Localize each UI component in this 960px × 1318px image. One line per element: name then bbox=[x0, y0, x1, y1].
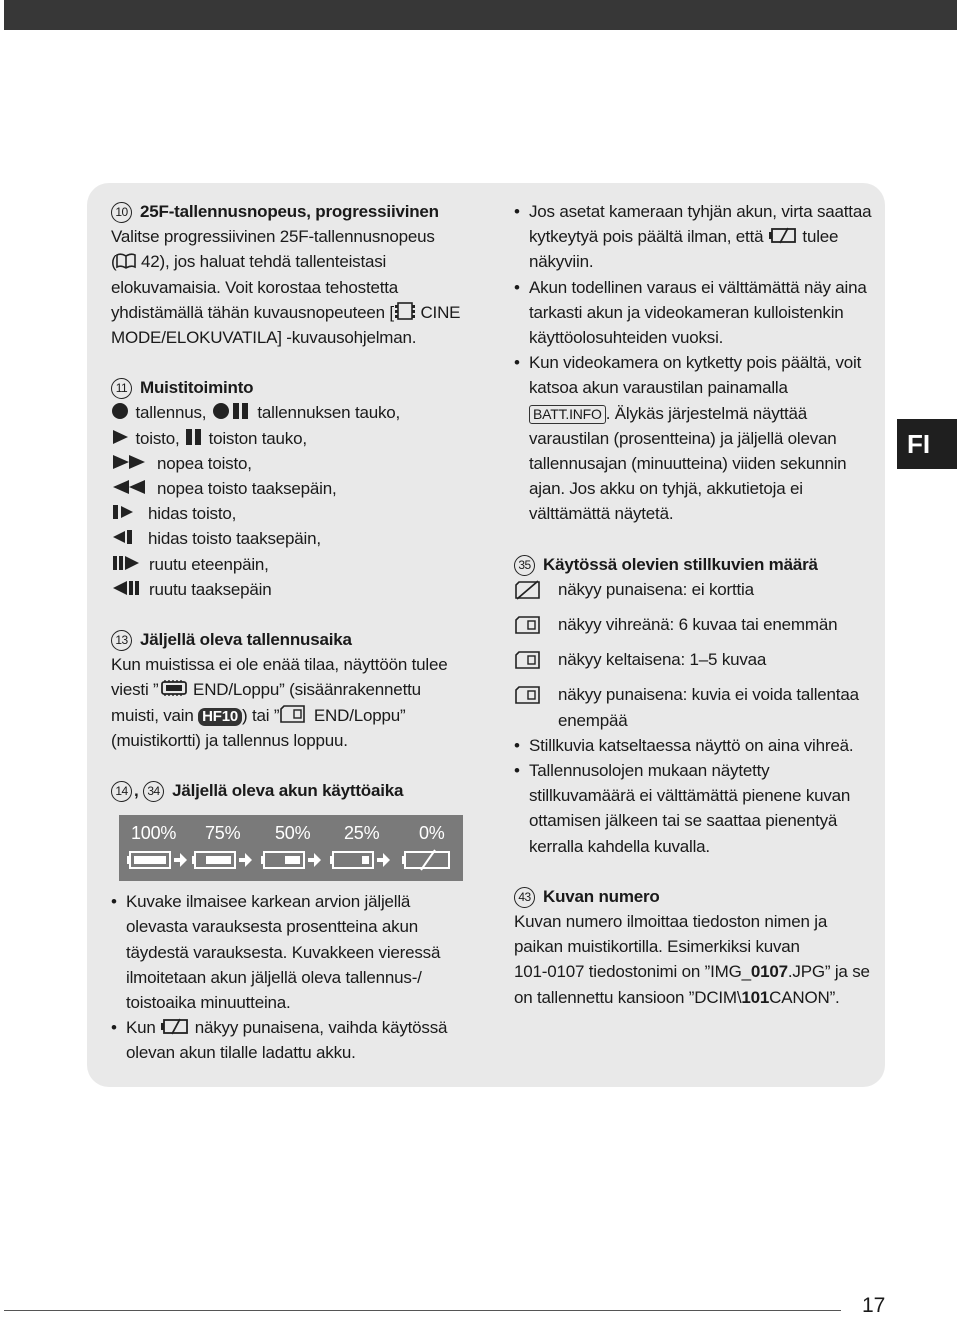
bullet-item: • Stillkuvia katseltaessa näyttö on aina vihreä. bbox=[514, 733, 876, 758]
battery-level-label: 25% bbox=[344, 823, 380, 844]
section-43-title: Kuvan numero bbox=[543, 886, 660, 906]
section-11-title: Muistitoiminto bbox=[140, 378, 254, 398]
battery-level-label: 100% bbox=[131, 823, 177, 844]
bullet-text: täydestä varauksesta. Kuvakkeen vieressä bbox=[126, 942, 441, 962]
section-13-line: Kun muistissa ei ole enää tilaa, näyttöön tulee bbox=[111, 655, 448, 675]
battery-25-icon bbox=[330, 852, 373, 868]
section-43-line bbox=[514, 985, 876, 1010]
batt-info-button-label: BATT.INFO bbox=[529, 405, 606, 424]
bullet-item bbox=[514, 758, 876, 859]
battery-level-label: 75% bbox=[205, 823, 241, 844]
frame-reverse-icon bbox=[111, 579, 149, 597]
memory-label: ruutu taaksepäin bbox=[149, 579, 272, 599]
arrow-right-icon bbox=[308, 853, 321, 867]
frame-forward-icon bbox=[111, 554, 149, 572]
section-43-line: paikan muistikortilla. Esimerkiksi kuvan bbox=[514, 937, 800, 957]
bullet-text: tarkasti akun ja videokameran kulloistenkin bbox=[529, 302, 844, 322]
bullet-text: näkyviin. bbox=[529, 252, 594, 272]
bullet-text: toistoaika minuutteina. bbox=[126, 993, 291, 1013]
bullet-text: stillkuvamäärä ei välttämättä pienene kuvan bbox=[529, 786, 851, 806]
section-10-line: Valitse progressiivinen 25F-tallennusnopeus bbox=[111, 227, 435, 247]
memory-label: hidas toisto taaksepäin, bbox=[148, 529, 321, 549]
memory-row bbox=[111, 552, 481, 577]
section-13-line bbox=[111, 703, 481, 728]
language-tab: FI bbox=[897, 419, 957, 469]
bullet-text: Kuvake ilmaisee karkean arvion jäljellä bbox=[126, 892, 411, 912]
bullet-text: tallennusajan (minuutteina) viiden sekunnin bbox=[529, 454, 847, 474]
bullet-item bbox=[514, 275, 876, 351]
circled-number: 11 bbox=[111, 378, 132, 399]
section-43-line bbox=[514, 959, 876, 984]
bullet-text: käyttöolosuhteiden vuoksi. bbox=[529, 328, 724, 348]
bullet-text: tulee bbox=[802, 227, 839, 247]
still-count-row bbox=[514, 612, 876, 642]
section-43-text: on tallennettu kansioon ”DCIM\ bbox=[514, 987, 742, 1007]
section-13-text: END/Loppu” (sisäänrakennettu bbox=[188, 680, 421, 700]
memory-label: toisto, bbox=[135, 428, 180, 448]
still-count-row bbox=[514, 682, 876, 732]
section-43-line: Kuvan numero ilmoittaa tiedoston nimen ja bbox=[514, 912, 828, 932]
circled-number: 34 bbox=[143, 781, 164, 802]
memory-row bbox=[111, 451, 481, 476]
memory-card-icon bbox=[514, 650, 542, 670]
memory-label: tallennus, bbox=[135, 403, 207, 423]
record-pause-icon bbox=[211, 402, 253, 420]
section-10-text: yhdistämällä tähän kuvausnopeuteen [ bbox=[111, 302, 394, 322]
bullet-text: Tallennusolojen mukaan näytetty bbox=[529, 761, 770, 781]
bullet-text: ilmoitetaan akun jäljellä oleva tallennus-/ bbox=[126, 967, 422, 987]
bullet-text: ajan. Jos akku on tyhjä, akkutietoja ei bbox=[529, 479, 803, 499]
section-43-text: 101-0107 tiedostonimi on ”IMG_ bbox=[514, 962, 751, 982]
still-count-label bbox=[558, 682, 859, 732]
circled-number: 13 bbox=[111, 630, 132, 651]
bullet-item bbox=[111, 889, 481, 1015]
bullet-text: Kun bbox=[126, 1018, 156, 1038]
bullet-text: näkyy punaisena, vaihda käytössä bbox=[194, 1018, 448, 1038]
still-count-text: enempää bbox=[558, 710, 628, 730]
memory-row bbox=[111, 476, 481, 501]
bullet-item bbox=[514, 199, 876, 275]
section-43-heading bbox=[514, 884, 876, 909]
section-10-heading bbox=[111, 199, 481, 224]
arrow-right-icon bbox=[239, 853, 252, 867]
battery-0-icon bbox=[402, 850, 449, 870]
section-35-heading bbox=[514, 552, 876, 577]
bullet-text: varaustilan (prosentteina) ja jäljellä olevan bbox=[529, 428, 837, 448]
hf10-badge: HF10 bbox=[198, 708, 242, 726]
paren: ( bbox=[111, 252, 117, 272]
section-13-heading bbox=[111, 627, 481, 652]
section-14-heading bbox=[111, 778, 481, 803]
right-column bbox=[514, 199, 876, 1010]
section-11-heading bbox=[111, 375, 481, 400]
bullet-text: olevan akun tilalle ladattu akku. bbox=[126, 1043, 356, 1063]
memory-row bbox=[111, 426, 481, 451]
circled-number: 35 bbox=[514, 555, 535, 576]
section-10-text: 42), jos haluat tehdä tallenteistasi bbox=[136, 252, 387, 272]
bullet-text: ottamisen jälkeen tai se saattaa pienentyä bbox=[529, 811, 838, 831]
fast-reverse-icon bbox=[111, 478, 157, 496]
memory-row bbox=[111, 501, 481, 526]
battery-sequence-graphic bbox=[125, 849, 459, 871]
memory-label: nopea toisto taaksepäin, bbox=[157, 479, 337, 499]
section-10-line: MODE/ELOKUVATILA] -kuvausohjelman. bbox=[111, 328, 417, 348]
book-icon bbox=[116, 253, 136, 269]
section-10-line bbox=[111, 249, 481, 274]
memory-label: nopea toisto, bbox=[157, 453, 252, 473]
bullet-item bbox=[514, 350, 876, 526]
section-13-text: ) tai ” bbox=[242, 705, 280, 725]
memory-card-icon bbox=[514, 615, 542, 635]
section-13-text: viesti ” bbox=[111, 680, 159, 700]
bullet-text: Akun todellinen varaus ei välttämättä näy aina bbox=[529, 277, 867, 297]
separator: , bbox=[134, 781, 139, 801]
bullet-text: katsoa akun varaustilan painamalla bbox=[529, 378, 788, 398]
battery-level-label: 0% bbox=[419, 823, 445, 844]
section-10-text: CINE bbox=[415, 302, 461, 322]
memory-row bbox=[111, 526, 481, 551]
circled-number: 14 bbox=[111, 781, 132, 802]
bullet-item bbox=[111, 1015, 481, 1065]
memory-row bbox=[111, 400, 481, 425]
memory-row bbox=[111, 577, 481, 602]
still-count-text: näkyy punaisena: kuvia ei voida tallentaa bbox=[558, 685, 859, 705]
slow-forward-icon bbox=[111, 503, 148, 521]
bullet-text: . Älykäs järjestelmä näyttää bbox=[605, 403, 808, 423]
memory-label: tallennuksen tauko, bbox=[257, 403, 401, 423]
battery-level-panel bbox=[119, 815, 463, 881]
bullet-text: välttämättä näytetä. bbox=[529, 504, 674, 524]
still-count-row bbox=[514, 647, 876, 677]
battery-empty-icon bbox=[768, 226, 798, 244]
section-13-text: END/Loppu” bbox=[309, 705, 406, 725]
record-icon bbox=[111, 402, 131, 420]
section-43-text: .JPG” ja se bbox=[787, 962, 870, 982]
film-icon bbox=[394, 302, 416, 320]
circled-number: 10 bbox=[111, 202, 132, 223]
play-icon bbox=[111, 428, 131, 446]
file-number: 0107 bbox=[750, 962, 788, 982]
section-14-title: Jäljellä oleva akun käyttöaika bbox=[172, 781, 404, 801]
memory-card-icon bbox=[279, 705, 309, 723]
section-10-line bbox=[111, 300, 481, 325]
left-column bbox=[111, 199, 481, 1066]
battery-empty-icon bbox=[160, 1017, 190, 1035]
memory-card-icon bbox=[514, 685, 542, 705]
battery-75-icon bbox=[192, 852, 235, 868]
bullet-text: kytkeytyä pois päältä ilman, että bbox=[529, 227, 764, 247]
bullet-text: Kun videokamera on kytketty pois päältä, voit bbox=[529, 353, 862, 373]
section-35-title: Käytössä olevien stillkuvien määrä bbox=[543, 554, 818, 574]
battery-50-icon bbox=[261, 852, 304, 868]
bullet-text: olevasta varauksesta prosentteina akun bbox=[126, 917, 418, 937]
memory-label: toiston tauko, bbox=[208, 428, 307, 448]
section-13-line bbox=[111, 677, 481, 702]
bullet-text: kerralla kahdella kuvalla. bbox=[529, 836, 710, 856]
still-count-row bbox=[514, 577, 876, 607]
still-count-label: näkyy vihreänä: 6 kuvaa tai enemmän bbox=[558, 615, 838, 635]
section-13-text: muisti, vain bbox=[111, 705, 199, 725]
section-13-line: (muistikortti) ja tallennus loppuu. bbox=[111, 730, 348, 750]
fast-forward-icon bbox=[111, 453, 157, 471]
folder-number: 101 bbox=[741, 987, 770, 1007]
page-number: 17 bbox=[862, 1294, 886, 1317]
footer-rule bbox=[4, 1310, 841, 1311]
arrow-right-icon bbox=[377, 853, 390, 867]
pause-icon bbox=[184, 428, 204, 446]
memory-label: hidas toisto, bbox=[148, 504, 237, 524]
section-43-text: CANON”. bbox=[769, 987, 840, 1007]
still-count-label: näkyy punaisena: ei korttia bbox=[558, 579, 754, 599]
section-13-title: Jäljellä oleva tallennusaika bbox=[140, 630, 352, 650]
slow-reverse-icon bbox=[111, 528, 148, 546]
bullet-text: Jos asetat kameraan tyhjän akun, virta saattaa bbox=[529, 202, 872, 221]
top-bar bbox=[4, 0, 957, 30]
circled-number: 43 bbox=[514, 887, 535, 908]
section-10-line: elokuvamaisia. Voit korostaa tehostetta bbox=[111, 277, 399, 297]
arrow-right-icon bbox=[174, 853, 187, 867]
battery-100-icon bbox=[127, 852, 170, 868]
section-10-title: 25F-tallennusnopeus, progressiivinen bbox=[140, 202, 439, 221]
battery-level-label: 50% bbox=[275, 823, 311, 844]
no-card-icon bbox=[514, 580, 542, 600]
memory-label: ruutu eteenpäin, bbox=[149, 554, 269, 574]
still-count-label: näkyy keltaisena: 1–5 kuvaa bbox=[558, 650, 767, 670]
built-in-memory-icon bbox=[159, 679, 189, 697]
